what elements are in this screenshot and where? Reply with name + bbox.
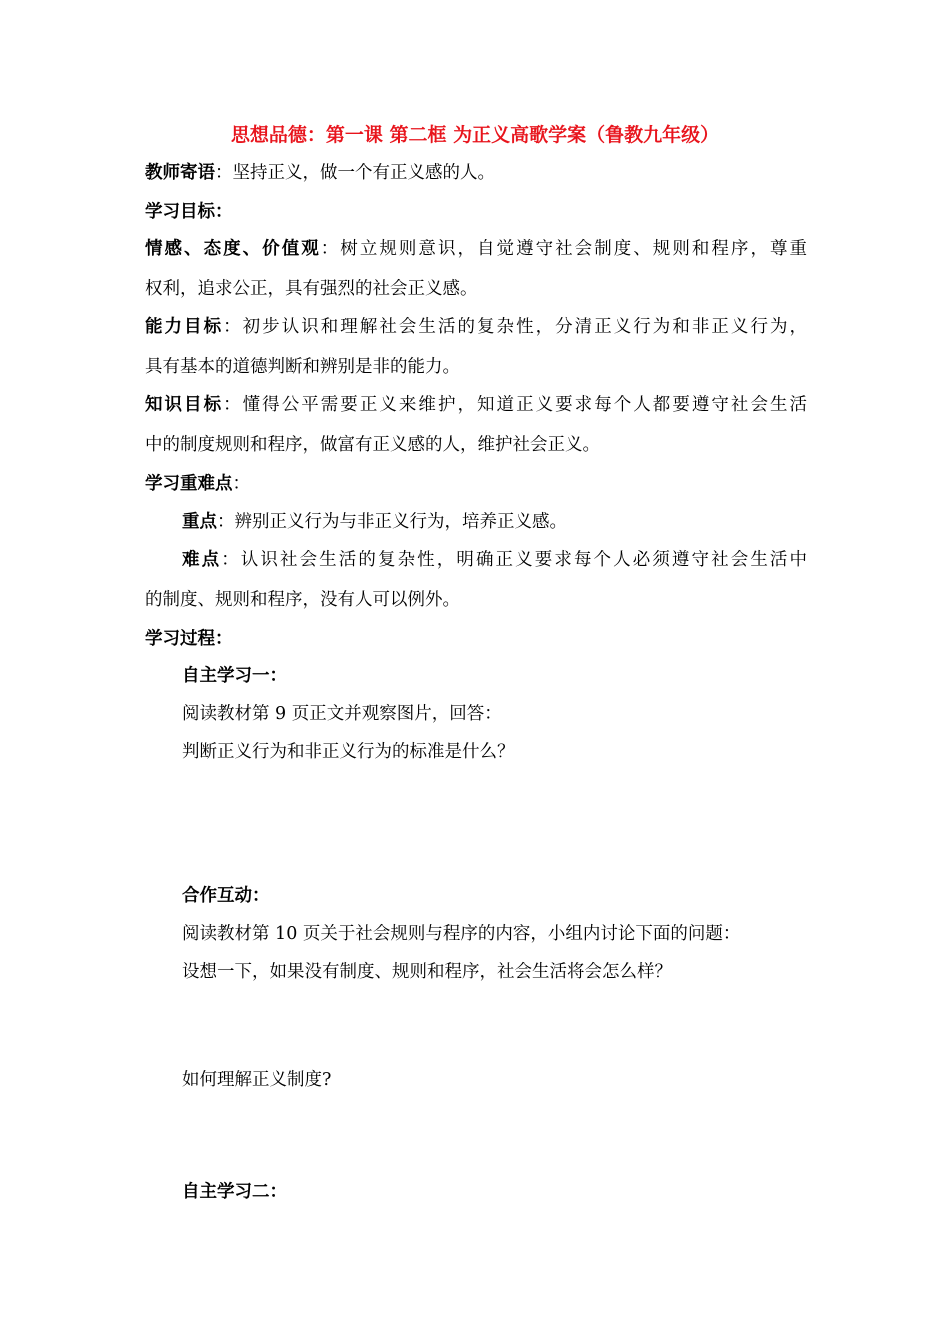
cooperation-question-1: 设想一下，如果没有制度、规则和程序，社会生活将会怎么样？: [182, 962, 672, 982]
teacher-message-label: 教师寄语: [145, 163, 215, 183]
knowledge-objective-line2: 中的制度规则和程序，做富有正义感的人，维护社会正义。: [145, 435, 600, 455]
difficulty-line1: [182, 549, 807, 571]
self-study-1-question: 判断正义行为和非正义行为的标准是什么？: [182, 742, 515, 762]
teacher-message: [145, 162, 495, 184]
difficulty-text: ：认识社会生活的复杂性，明确正义要求每个人必须遵守社会生活中: [221, 550, 808, 570]
key-points-heading-colon: ：: [232, 474, 250, 494]
ability-objective-label: 能力目标: [145, 317, 224, 337]
key-points-heading-text: 学习重难点: [145, 474, 233, 494]
knowledge-objective-label: 知识目标: [145, 395, 224, 415]
objectives-heading: 学习目标：: [145, 202, 233, 222]
emotion-objective-line2: 权利，追求公正，具有强烈的社会正义感。: [145, 279, 478, 299]
knowledge-objective-text: ：懂得公平需要正义来维护，知道正义要求每个人都要遵守社会生活: [223, 395, 808, 415]
emotion-objective-line1: [145, 238, 807, 260]
ability-objective-line2: 具有基本的道德判断和辨别是非的能力。: [145, 357, 460, 377]
key-points-heading: [145, 473, 250, 495]
focus-point: [182, 511, 567, 533]
document-title: 思想品德：第一课 第二框 为正义高歌学案（鲁教九年级）: [230, 124, 720, 146]
teacher-message-text: ：坚持正义，做一个有正义感的人。: [215, 163, 495, 183]
process-heading: 学习过程：: [145, 629, 233, 649]
knowledge-objective-line1: [145, 394, 807, 416]
difficulty-line2: 的制度、规则和程序，没有人可以例外。: [145, 590, 460, 610]
emotion-objective-text: ：树立规则意识，自觉遵守社会制度、规则和程序，尊重: [320, 239, 808, 259]
difficulty-label: 难点: [182, 550, 222, 570]
self-study-1-instruction: 阅读教材第 9 页正文并观察图片，回答：: [182, 704, 502, 724]
focus-label: 重点: [182, 512, 217, 532]
self-study-1-heading: 自主学习一：: [182, 666, 287, 686]
ability-objective-text: ：初步认识和理解社会生活的复杂性，分清正义行为和非正义行为，: [223, 317, 808, 337]
focus-text: ：辨别正义行为与非正义行为，培养正义感。: [217, 512, 567, 532]
ability-objective-line1: [145, 316, 807, 338]
cooperation-heading: 合作互动：: [182, 886, 270, 906]
emotion-objective-label: 情感、态度、价值观: [145, 239, 321, 259]
self-study-2-heading: 自主学习二：: [182, 1182, 287, 1202]
cooperation-question-2: 如何理解正义制度?: [182, 1070, 332, 1090]
cooperation-instruction: 阅读教材第 10 页关于社会规则与程序的内容，小组内讨论下面的问题：: [182, 924, 741, 944]
